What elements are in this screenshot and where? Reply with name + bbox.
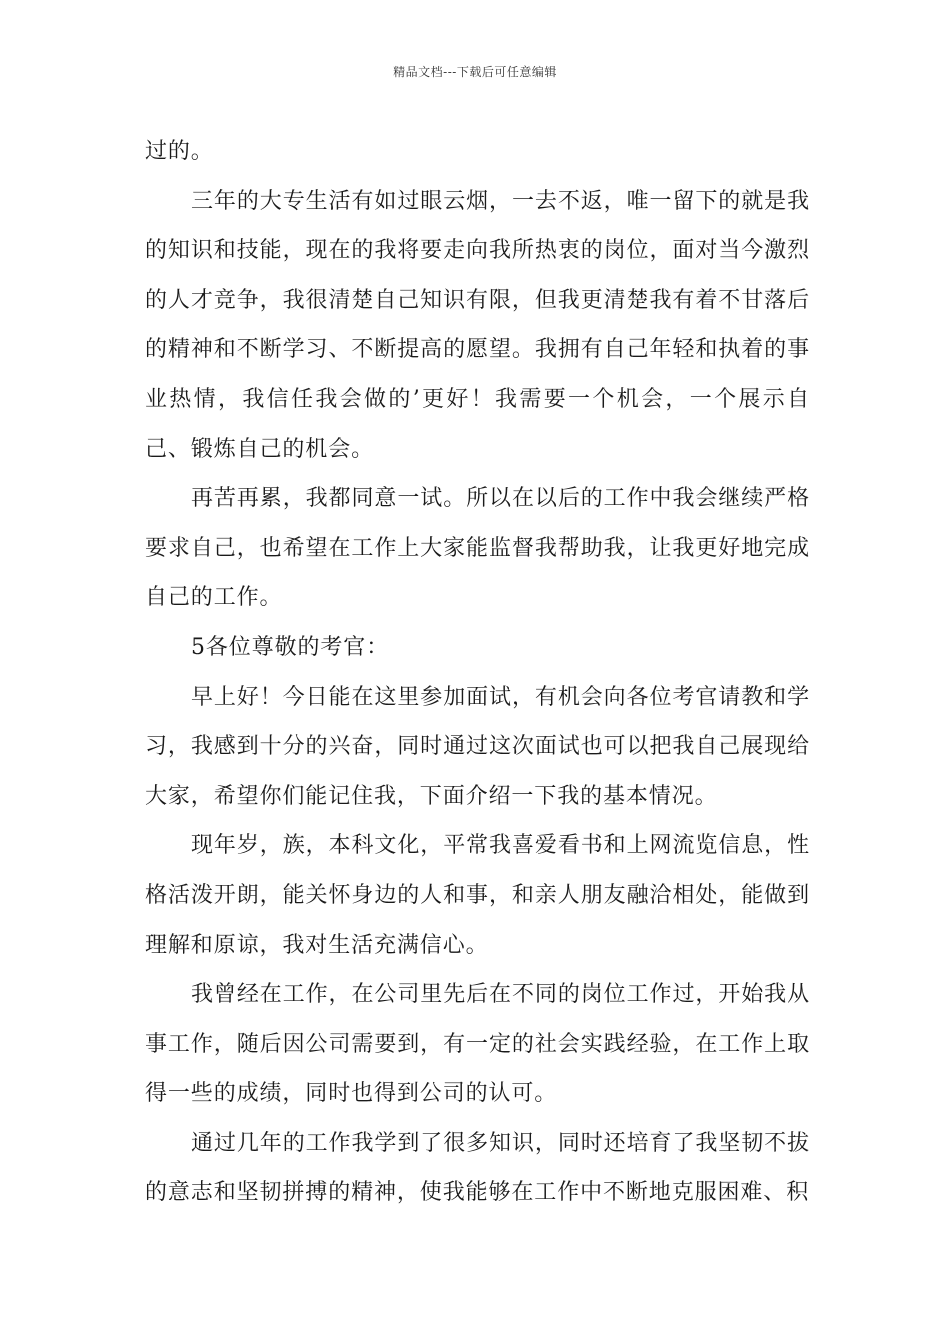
paragraph: 通过几年的工作我学到了很多知识，同时还培育了我坚韧不拔的意志和坚韧拼搏的精神，使我能够在工作中不断地克服困难、积: [145, 1130, 810, 1206]
paragraph: 过的。: [145, 139, 214, 164]
paragraph: 三年的大专生活有如过眼云烟，一去不返，唯一留下的就是我的知识和技能，现在的我将要走向我所热衷的岗位，面对当今激烈的人才竞争，我很清楚自己知识有限，但我更清楚我有着不甘落后的精神和不断学习、不断提高的愿望。我拥有自己年轻和执着的事业热情，我信任我会做的’更好！我需要一个机会，一个展示自己、锻炼自己的机会。: [145, 188, 810, 462]
paragraph: 现年岁，族，本科文化，平常我喜爱看书和上网流览信息，性格活泼开朗，能关怀身边的人和事，和亲人朋友融洽相处，能做到理解和原谅，我对生活充满信心。: [145, 833, 810, 958]
paragraph: 早上好！今日能在这里参加面试，有机会向各位考官请教和学习，我感到十分的兴奋，同时通过这次面试也可以把我自己展现给大家，希望你们能记住我，下面介绍一下我的基本情况。: [145, 684, 810, 809]
paragraph: 5各位尊敬的考官：: [191, 634, 390, 660]
paragraph: 再苦再累，我都同意一试。所以在以后的工作中我会继续严格要求自己，也希望在工作上大家能监督我帮助我，让我更好地完成自己的工作。: [145, 486, 810, 611]
document-body: [145, 127, 810, 1218]
paragraph: 我曾经在工作，在公司里先后在不同的岗位工作过，开始我从事工作，随后因公司需要到，有一定的社会实践经验，在工作上取得一些的成绩，同时也得到公司的认可。: [145, 982, 810, 1107]
page-header: 精品文档---下载后可任意编辑: [393, 65, 557, 79]
